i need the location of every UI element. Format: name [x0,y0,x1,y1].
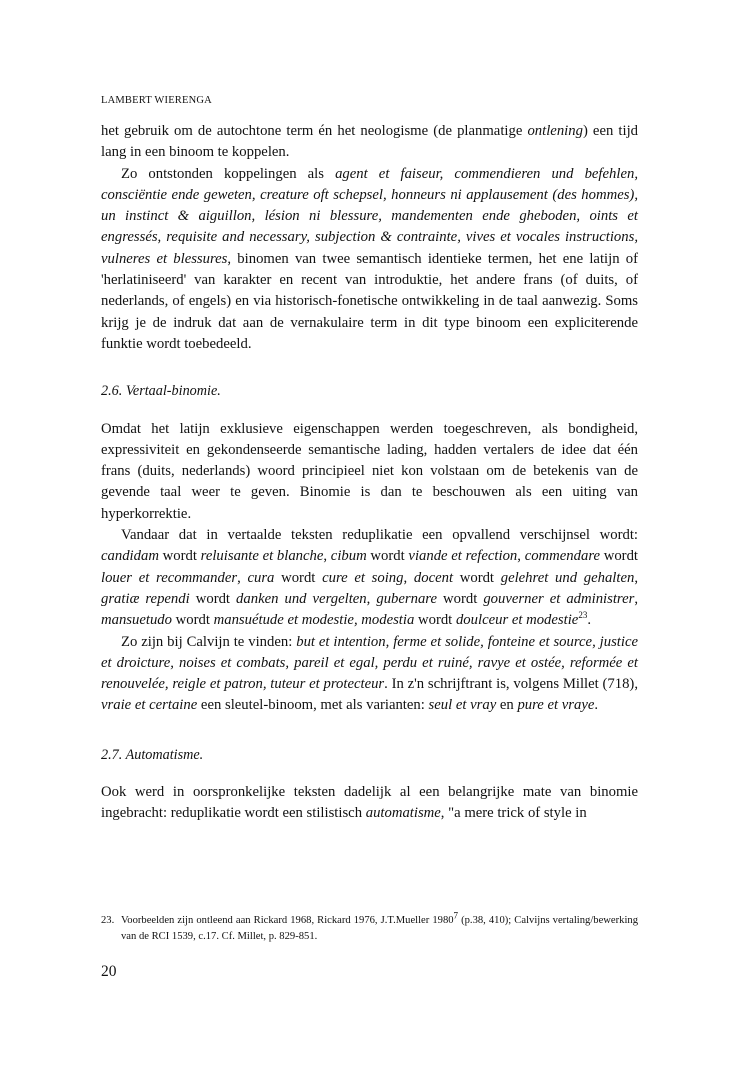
italic-term: doulceur et modestie [455,612,579,629]
italic-term: vraie et certaine [101,697,198,714]
text-run: Zo zijn bij Calvijn te vinden: [121,633,297,650]
italic-term: candidam [101,548,159,565]
text-run: een sleutel-binoom, met als varianten: [197,697,429,714]
text-run: wordt [366,548,409,565]
text-run: wordt [189,590,237,607]
section-heading-2-6: 2.6. Vertaal-binomie. [101,383,221,400]
text-run: . [587,612,591,629]
text-run: , [634,590,639,607]
paragraph-6 [101,782,638,825]
text-run: wordt [158,548,201,565]
paragraph-1 [101,121,638,164]
text-run: wordt [453,569,501,586]
text-run: en [496,697,518,714]
text-run: , [237,569,248,586]
footnote-ref: 23 [578,610,588,621]
text-run: wordt [414,612,456,629]
italic-term: reluisante et blanche [200,548,324,565]
italic-term: automatisme [365,805,441,822]
italic-examples: but et intention, ferme et solide, fonteine et source, justice et droicture, noises et combats, pareil et egal, perdu et ruiné, ravye et ostée, reformée et renouvelée, reigle et patron, tuteur et protecteur [101,633,638,693]
text-run: Vandaar dat in vertaalde teksten reduplikatie een opvallend verschijnsel wordt: [121,527,638,544]
italic-term: mansuetudo [101,612,172,629]
italic-term: danken und vergelten [236,590,367,607]
footnote-23 [101,910,638,944]
text-run: , [634,569,638,586]
text-run: , "a mere trick of style in [440,805,587,822]
footnote-text: Voorbeelden zijn ontleend aan Rickard 1968, Rickard 1976, J.T.Mueller 1980 [121,915,454,926]
running-head: LAMBERT WIERENGA [101,95,212,106]
paragraph-3: Omdat het latijn exklusieve eigenschappen werden toegeschreven, als bondigheid, expressiviteit en gekondenseerde semantische lading, hadden vertalers de idee dat één frans (duits, nederlands) woord principieel niet kon volstaan om de betekenis van de gevende taal weer te geven. Binomie is dan te beschouwen als een uiting van hyperkorrektie. [101,420,638,522]
italic-term: commendare [524,548,601,565]
italic-examples: agent et faiseur, commendieren und befehlen, consciëntie ende geweten, creature oft schepsel, honneurs ni applausement (des hommes), un instinct & aiguillon, lésion ni blessure, mandementen ende gheboden, oints et engressés, requisite and necessary, subjection & contrainte, vives et vocales instructions, vulneres et blessures [101,165,638,267]
text-run: . [594,697,599,714]
italic-term: ontlening [527,123,583,139]
italic-term: viande et refection [408,548,518,565]
text-run: wordt [437,590,484,607]
section-heading-2-7: 2.7. Automatisme. [101,746,204,763]
text-run: Ook werd in oorspronkelijke teksten dadelijk al een belangrijke mate van binomie ingebracht: reduplikatie wordt een stilistisch [101,784,638,822]
paragraph-5 [101,632,638,717]
italic-term: cibum [330,548,367,565]
footnote-number: 23. [101,915,115,926]
text-run: wordt [172,612,214,629]
text-run: , binomen van twee semantisch identieke termen, het ene latijn of 'herlatiniseerd' van karakter en recent van introduktie, het andere frans (of duits, of nederlands, of engels) en via historisch-fonetische ontwikkeling in de taal aanwezig. Soms krijg je de indruk dat aan de vernakulaire term in dit type binoom een expliciterende funktie wordt toebedeeld. [101,250,639,352]
italic-term: cura [247,569,275,586]
italic-term: gubernare [376,590,437,607]
text-run: , [366,590,377,607]
text-run: , [323,548,331,565]
paragraph-2 [101,164,638,356]
page-number: 20 [101,963,117,980]
paragraph-4 [101,525,638,631]
footnote-text: (p.38, 410); Calvijns vertaling/bewerking van de RCI 1539, c.17. Cf. Millet, p. 829-851. [121,915,638,942]
italic-term: gratiæ rependi [101,590,190,607]
italic-term: docent [413,569,454,586]
italic-term: pure et vraye [517,697,595,714]
text-run: , [517,548,525,565]
italic-term: gouverner et administrer [483,590,635,607]
text-run: , [403,569,414,586]
italic-term: cure et soing [322,569,404,586]
text-run: ) een tijd lang in een binoom te koppelen. [101,123,639,161]
italic-term: gelehret und gehalten [500,569,635,586]
text-run: wordt [274,569,323,586]
italic-term: seul et vray [428,697,497,714]
text-run: . In z'n schrijftrant is, volgens Millet (718), [384,676,638,693]
text-run: het gebruik om de autochtone term én het neologisme (de planmatige [101,123,528,139]
edition-superscript: 7 [453,910,459,921]
text-run: wordt [600,548,639,565]
italic-term: louer et recommander [101,569,238,586]
italic-term: mansuétude et modestie, modestia [213,612,415,629]
text-run: Zo ontstonden koppelingen als [121,165,336,182]
body-text [101,121,638,825]
